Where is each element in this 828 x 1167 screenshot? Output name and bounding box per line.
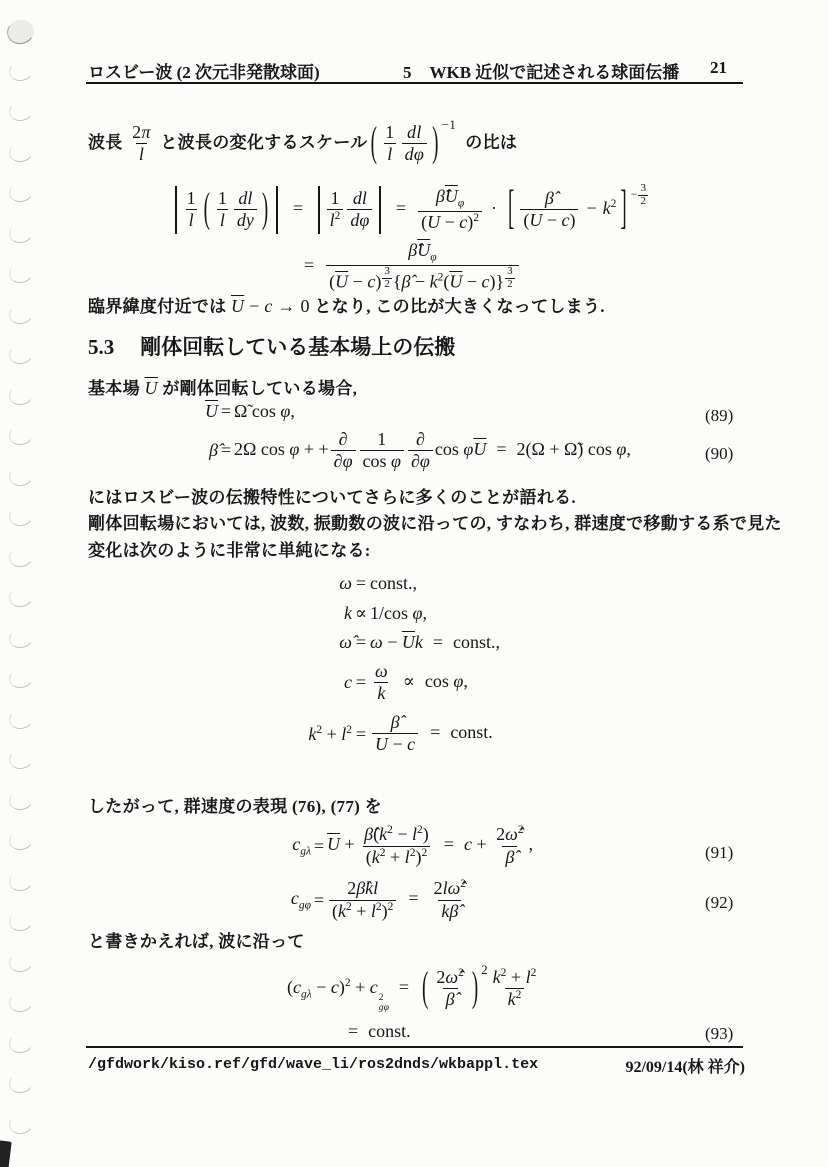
spiral-hole — [7, 787, 35, 812]
spiral-hole — [7, 868, 35, 893]
header-chapter-number: 5 — [403, 63, 412, 82]
spiral-hole — [7, 58, 35, 83]
footer-file-path: /gfdwork/kiso.ref/gfd/wave_li/ros2dnds/wkbappl.tex — [88, 1056, 539, 1073]
invariant-4-lhs: c — [344, 672, 352, 693]
spiral-hole — [5, 17, 36, 46]
header-rule — [86, 82, 743, 84]
header-chapter-title: WKB 近似で記述される球面伝播 — [429, 63, 680, 82]
eq90-lhs: β̂ — [209, 440, 218, 461]
spiral-hole — [7, 1071, 35, 1096]
eq91-relation: = — [313, 835, 325, 856]
spiral-hole — [7, 301, 35, 326]
invariant-5-rhs: $\frac{\betâ}{\overline{U} - c}$ = const. — [370, 712, 493, 756]
section-title: 剛体回転している基本場上の伝搬 — [140, 335, 456, 359]
equation-basic-field-block — [192, 400, 631, 473]
spiral-hole — [7, 909, 35, 934]
text-therefore: したがって, 群速度の表現 (76), (77) を — [88, 797, 382, 816]
header-running-title: ロスビー波 (2 次元非発散球面) — [88, 63, 320, 82]
scan-corner-mark — [0, 1140, 12, 1167]
paragraph-wavelength-ratio: 波長 $\frac{2\pi}{l}$ と波長の変化するスケール ( $\frac{1}{l}$ $\frac{dl}{d\varphi}$ ) $^{-1}$ の比は — [88, 117, 518, 167]
invariant-3-rhs: $\omega - \overline{U}k$ = const., — [370, 632, 501, 652]
spiral-hole — [7, 382, 35, 407]
header-chapter — [403, 58, 679, 83]
eq90-relation: = — [220, 440, 232, 461]
section-heading — [88, 331, 455, 361]
text-rossby-more: にはロスビー波の伝搬特性についてさらに多くのことが語れる. — [88, 488, 576, 507]
equation-number-91: (91) — [705, 843, 734, 862]
equation-ratio-row2: = $\betâ\overline{U}_\varphi$ $(\overline{U} - c)$ $^{\frac{3}{2}}$ {β̂ − $k^2(\overline{U} - c)$} $^{\frac{3}{2}}$ — [294, 240, 521, 294]
eq90-rhs: 2Ω cos φ + + ∂ ∂φ $\frac{1}{\text{cos φ}}$ ∂ ∂φ $\cos \varphi\overline{U} = 2(\Omega$ + Ω̃) cos φ, — [234, 428, 631, 472]
spiral-hole — [7, 463, 35, 488]
spiral-hole — [7, 180, 35, 205]
spiral-hole — [7, 585, 35, 610]
equation-ratio-row1: $\frac{1}{l}$ ( $\frac{1}{l}$ $\frac{dl}{dy}$ ) = $\frac{1}{l^2}$ $\frac{dl}{d\varphi}$ = $\frac{\betâ\overline{U}_\varphi}{(\overline{U} - c)^2}$ · [ $\frac{\betâ}{(\overline{U} - c)}$ − $k^2$ ] $^{- \frac{3}{2}}$ — [170, 183, 649, 234]
equation-93-row1: $(c_{g\lambda} - c)^2 + c$ 2 gφ = ( $\frac{2\omegâ^2}{\betâ}$ ) $^2$ $\frac{k^2 + l^2}{k^2}$ — [287, 962, 537, 1014]
invariant-5-relation: = — [355, 723, 367, 744]
paragraph-rigid-rotation-line2: 変化は次のように非常に単純になる: — [88, 541, 371, 560]
invariant-2-rhs: 1/cos φ, — [370, 602, 427, 623]
invariant-1-lhs: ω — [339, 573, 352, 593]
spiral-hole — [7, 423, 35, 448]
invariant-1-relation: = — [355, 573, 367, 593]
footer-rule — [86, 1046, 743, 1048]
eq92-lhs: $c_{g\varphi}$ — [290, 888, 311, 912]
footer-date-author: 92/09/14(林 祥介) — [625, 1059, 745, 1076]
text-base-field: 基本場 $\overline{U}$ が剛体回転している場合, — [88, 378, 358, 398]
invariant-2-lhs: k — [344, 602, 352, 623]
spiral-hole — [7, 504, 35, 529]
spiral-hole — [7, 99, 35, 124]
eq89-relation: = — [220, 401, 232, 421]
header-page-number: 21 — [710, 58, 727, 77]
invariant-5-lhs: $k^2 + l^2$ — [308, 723, 352, 744]
spiral-hole — [7, 261, 35, 286]
spiral-hole — [7, 1030, 35, 1055]
paragraph-rigid-rotation-line1: 剛体回転場においては, 波数, 振動数の波に沿っての, すなわち, 群速度で移動する系で見た — [88, 514, 782, 533]
spiral-hole — [7, 990, 35, 1015]
text-critical-latitude: 臨界緯度付近では $\overline{U} - c \to 0$ となり, この比が大きくなってしまう. — [88, 296, 605, 316]
spiral-hole — [7, 139, 35, 164]
spiral-hole — [7, 625, 35, 650]
eq91-rhs: $\overline{U}$ + $\frac{\betâ(k^2 - l^2)}{(k^2 + l^2)^2}$ = c + $\frac{2\omegâ^2}{\betâ}$ , — [327, 824, 534, 867]
invariant-2-relation: ∝ — [354, 602, 368, 623]
spiral-hole — [7, 1111, 35, 1136]
spiral-hole — [7, 220, 35, 245]
equation-number-92: (92) — [705, 893, 734, 912]
spiral-hole — [7, 747, 35, 772]
equation-invariants-block — [288, 572, 500, 756]
equation-number-89: (89) — [705, 406, 734, 425]
invariant-4-rhs: $\frac{\omega}{k}$ ∝ cos φ, — [375, 660, 468, 704]
equation-group-velocity-block — [277, 824, 533, 922]
text-rewrite: と書きかえれば, 波に沿って — [88, 932, 305, 951]
section-number: 5.3 — [88, 335, 115, 359]
spiral-hole — [7, 828, 35, 853]
invariant-3-lhs: ω̂ — [339, 632, 352, 652]
invariant-4-relation: = — [355, 672, 367, 693]
spiral-hole — [7, 666, 35, 691]
spiral-hole — [7, 544, 35, 569]
eq91-lhs: $c_{g\lambda}$ — [292, 834, 311, 858]
invariant-3-relation: = — [355, 632, 367, 652]
eq89-rhs: Ω̃ cos φ, — [234, 401, 295, 421]
spiral-hole — [7, 706, 35, 731]
spiral-hole — [7, 342, 35, 367]
eq89-lhs: $\overline{U}$ — [205, 401, 218, 421]
invariant-1-rhs: const., — [370, 573, 417, 593]
eq92-relation: = — [313, 890, 325, 911]
spiral-hole — [7, 949, 35, 974]
equation-number-93: (93) — [705, 1024, 734, 1043]
equation-93-row2: = const. — [348, 1021, 411, 1041]
eq92-rhs: $\frac{2\betâkl}{(k^2 + l^2)^2}$ = $\frac{2l\omegâ^2}{k\betâ}$ — [327, 878, 471, 922]
equation-number-90: (90) — [705, 444, 734, 463]
